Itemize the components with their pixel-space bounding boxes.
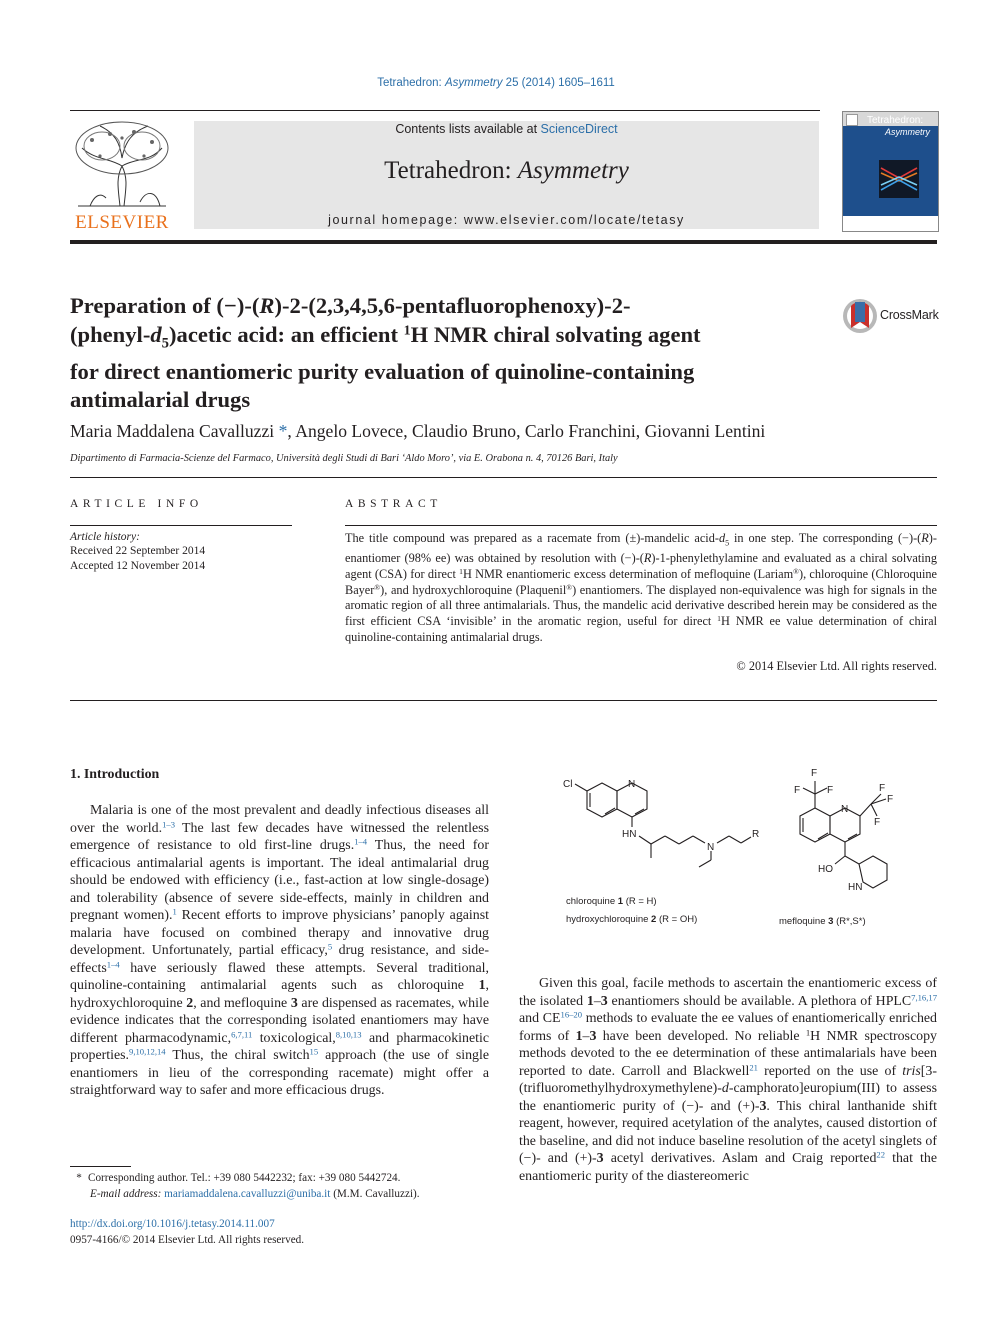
structures-drawing bbox=[519, 760, 937, 940]
atom-hn-piperidine-label: HN bbox=[848, 882, 863, 893]
atom-f-right-label: F bbox=[827, 785, 834, 796]
atom-f-cf3-a-label: F bbox=[879, 783, 886, 794]
atom-f-cf3-c-label: F bbox=[874, 817, 881, 828]
journal-name: Tetrahedron: Asymmetry bbox=[384, 157, 629, 184]
title-line-4: antimalarial drugs bbox=[70, 387, 251, 413]
atom-f-cf3-b-label: F bbox=[887, 794, 894, 805]
header-thick-rule bbox=[70, 240, 937, 244]
contents-line: Contents lists available at ScienceDirect bbox=[395, 122, 618, 136]
cover-title: Tetrahedron: bbox=[867, 115, 924, 126]
elsevier-wordmark: ELSEVIER bbox=[75, 212, 169, 233]
crossmark-badge[interactable] bbox=[842, 298, 942, 334]
crossmark-icon bbox=[842, 298, 878, 334]
author-list: Maria Maddalena Cavalluzzi *, Angelo Lovece, Claudio Bruno, Carlo Franchini, Giovanni Lentini bbox=[70, 421, 766, 441]
title-line-2: $(phenyl-d_5)acetic$ acid: an efficient $^1$H NMR chiral solvating agent bbox=[70, 321, 701, 352]
atom-f-top-label: F bbox=[811, 768, 818, 779]
cover-elsevier-mini-icon bbox=[846, 114, 858, 126]
cover-subtitle: Asymmetry bbox=[885, 127, 930, 137]
homepage-url[interactable]: www.elsevier.com/locate/tetasy bbox=[463, 213, 685, 227]
title-line-1: Preparation of (−)-(R)-2-(2,3,4,5,6-pentafluorophenoxy)-2- bbox=[70, 293, 631, 318]
chemical-structures-figure bbox=[519, 760, 937, 940]
title-bottom-rule bbox=[70, 477, 937, 478]
journal-cover[interactable] bbox=[842, 111, 939, 232]
cover-art-icon bbox=[879, 160, 919, 198]
footnote-corresponding: * Corresponding author. Tel.: +39 080 5442232; fax: +39 080 5442724. bbox=[76, 1172, 401, 1184]
cover-bottom-band bbox=[843, 216, 938, 231]
atom-n-amine-label: N bbox=[707, 842, 715, 853]
atom-hn-label: HN bbox=[622, 829, 637, 840]
header-rule bbox=[70, 110, 820, 111]
abstract-copyright: © 2014 Elsevier Ltd. All rights reserved. bbox=[736, 659, 937, 673]
author-corresponding[interactable]: Maria Maddalena Cavalluzzi bbox=[70, 421, 275, 441]
cover-image bbox=[879, 160, 919, 198]
atom-cl-label: Cl bbox=[563, 779, 573, 790]
atom-ho-label: HO bbox=[818, 864, 833, 875]
right-column-paragraph: Given this goal, facile methods to ascertain the enantiomeric excess of the isolated 1–3 enantiomers should be available. A plethora of HPLC$^{7,16,17}$ and CE$^{16-20}$ methods to evaluate the ee values of enantiomerically enriched forms of 1–3 have been developed. No reliable $^1$H NMR spectroscopy methods devoted to the ee determination of these antimalarials have been reported to date. Carroll and Blackwell$^{21}$ reported on the use of tris[3-(trifluoromethylhydroxymethylene)-d-camphorato]europium(III) to assess the enantiomeric purity of (−)- and (+)-3. This chiral lanthanide shift reagent, however, required acetylation of the analytes, caused distortion of the baseline, and did not induce baseline resolution of the acetyl singlets of (−)- and (+)-3 acetyl derivatives. Aslam and Craig reported$^{22}$ that the enantiomeric purity of the diastereomeric bbox=[519, 976, 937, 1184]
issn-copyright: 0957-4166/© 2014 Elsevier Ltd. All rights reserved. bbox=[70, 1233, 305, 1246]
article-info-heading: ARTICLE INFO bbox=[70, 498, 203, 510]
caption-mefloquine: mefloquine 3 (R*,S*) bbox=[779, 916, 866, 927]
received-date: Received 22 September 2014 bbox=[70, 545, 206, 558]
footnote bbox=[70, 1171, 489, 1202]
page-footer bbox=[70, 1217, 304, 1248]
accepted-date: Accepted 12 November 2014 bbox=[70, 559, 206, 572]
footnote-rule bbox=[70, 1166, 131, 1167]
history-label: Article history: bbox=[70, 531, 140, 543]
crossmark-label: CrossMark bbox=[880, 308, 939, 322]
atom-r-label: R bbox=[752, 829, 760, 840]
atom-n-mefloquine-label: N bbox=[841, 804, 849, 815]
elsevier-logo bbox=[70, 118, 174, 233]
email-link[interactable]: mariamaddalena.cavalluzzi@uniba.it bbox=[164, 1187, 331, 1200]
introduction-paragraph: Malaria is one of the most prevalent and deadly infectious diseases all over the world.$^{1-3}$ The last few decades have witnessed the relentless emergence of resistance to old first-line drugs.$^{1-4}$ Thus, the need for efficacious antimalarial agents is important. The ideal antimalarial drug should be endowed with efficiency (i.e., fast-action at low single-dosage) and tolerability (absence of severe side-effects, mainly in children and pregnant women).$^1$ Recent efforts to improve physicians’ panoply against malaria have focused on combined therapy and innovative drug development. Unfortunately, partial efficacy,$^5$ drug resistance, and side-effects$^{1-4}$ have seriously flawed these attempts. Several traditional, quinoline-containing antimalarial agents such as chloroquine 1, hydroxychloroquine 2, and mefloquine 3 are dispensed as racemates, while evidence indicates that the corresponding isolated enantiomers may have different pharmacodynamic,$^{6,7,11}$ toxicological,$^{8,10,13}$ and pharmacokinetic properties.$^{9,10,12,14}$ Thus, the chiral switch$^{15}$ approach (the use of single enantiomers in lieu of the corresponding racemate) might offer a straightforward way to safer and more efficacious drugs. bbox=[70, 803, 490, 1098]
elsevier-tree-icon bbox=[70, 118, 174, 210]
doi-link[interactable]: http://dx.doi.org/10.1016/j.tetasy.2014.11.007 bbox=[70, 1218, 275, 1230]
journal-citation[interactable]: Tetrahedron: Asymmetry 25 (2014) 1605–1611 bbox=[377, 77, 615, 89]
introduction-heading: 1. Introduction bbox=[70, 767, 160, 782]
footnote-email: E-mail address: mariamaddalena.cavalluzzi@uniba.it (M.M. Cavalluzzi). bbox=[90, 1187, 420, 1200]
journal-homepage: journal homepage: www.elsevier.com/locate/tetasy bbox=[328, 213, 685, 227]
caption-hydroxychloroquine: hydroxychloroquine 2 (R = OH) bbox=[566, 914, 698, 925]
article-title bbox=[70, 292, 810, 415]
title-line-3: for direct enantiomeric purity evaluation of quinoline-containing bbox=[70, 358, 695, 384]
abstract-bottom-rule bbox=[70, 700, 937, 701]
corresponding-author-mark[interactable]: * bbox=[278, 421, 288, 441]
article-info-rule bbox=[70, 525, 292, 526]
abstract-body: The title compound was prepared as a racemate from (±)-mandelic acid-$d_5$ in one step. The corresponding (−)-(R)-enantiomer (98% ee) was obtained by resolution with (−)-(R)-1-phenylethylamine and evaluated as a chiral solvating agent (CSA) for direct $^1$H NMR enantiomeric excess determination of mefloquine (Lariam®), chloroquine (Chloroquine Bayer®), and hydroxychloroquine (Plaquenil®) enantiomers. The displayed non-equivalence was high for signals in the aromatic region of all three antimalarials. Thus, the mandelic acid derivative described herein may be considered as the first efficient CSA ‘invisible’ in the aromatic region, useful for direct $^1$H NMR ee value determination of chiral quinoline-containing antimalarial drugs. bbox=[345, 531, 937, 644]
sciencedirect-link[interactable]: ScienceDirect bbox=[540, 122, 618, 136]
article-history bbox=[70, 530, 205, 573]
abstract-rule bbox=[345, 525, 937, 526]
journal-banner bbox=[194, 121, 819, 229]
affiliation: Dipartimento di Farmacia-Scienze del Farmaco, Università degli Studi di Bari ‘Aldo Moro’, via E. Orabona n. 4, 70126 Bari, Italy bbox=[70, 453, 618, 464]
caption-chloroquine: chloroquine 1 (R = H) bbox=[566, 896, 657, 907]
abstract-heading: ABSTRACT bbox=[345, 498, 442, 510]
atom-n-quinoline-label: N bbox=[628, 779, 636, 790]
atom-f-left-label: F bbox=[794, 785, 801, 796]
